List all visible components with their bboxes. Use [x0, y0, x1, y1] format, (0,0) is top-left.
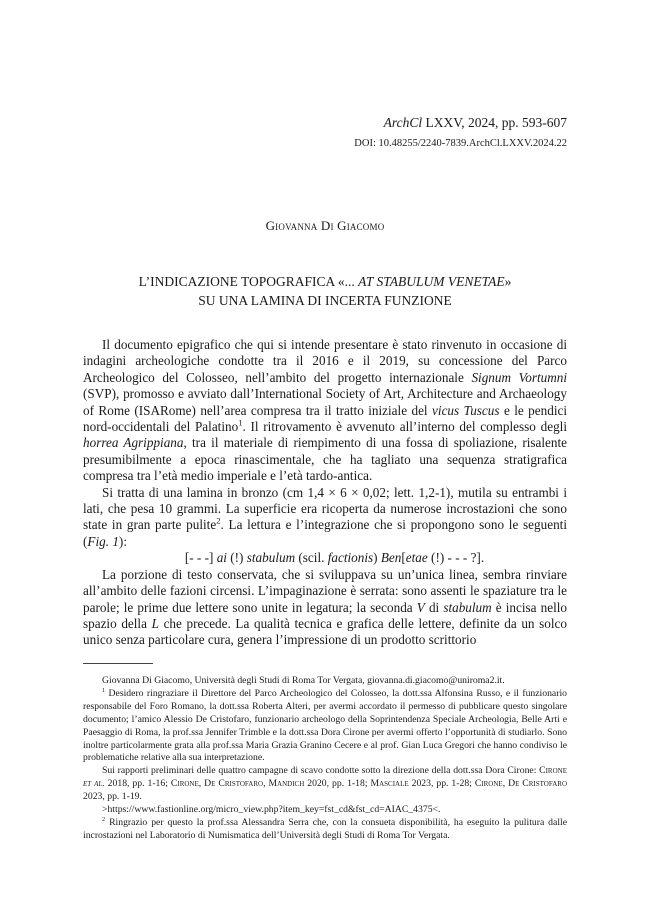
- footnote-1-references: Sui rapporti preliminari delle quattro campagne di scavo condotte sotto la direzione della dott.ssa Dora Cirone: Cirone et al. 2018, pp. 1-16; Cirone, De Cristofaro, Mandich 2020, pp. 1-18; Masciale 2023, pp. 1-28; Cirone, De Cristofaro 2023, pp. 1-19.: [83, 765, 568, 803]
- paragraph-1: Il documento epigrafico che qui si intende presentare è stato rinvenuto in occasione di indagini archeologiche condotte tra il 2016 e il 2019, su concessione del Parco Archeologico del Colosseo, nell’ambito del progetto internazionale Signum Vortumni (SVP), promosso e avviato dall’International Society of Art, Architecture and Archaeology of Rome (ISARome) nell’area compresa tra il tratto iniziale del vicus Tuscus e le pendici nord-occidentali del Palatino$^1$. Il ritrovamento è avvenuto all’interno del complesso degli horrea Agrippiana, tra il materiale di riempimento di una fossa di spoliazione, risalente presumibilmente a epoca rinascimentale, che ha tagliato una sequenza stratigrafica compresa tra l’età medio imperiale e l’età tardo-antica.: [83, 337, 568, 484]
- paragraph-3: La porzione di testo conservata, che si sviluppava su un’unica linea, sembra rinviare all’ambito delle fazioni circensi. L’impaginazione è serrata: sono assenti le spaziature tra le parole; le prime due lettere sono unite in legatura; la seconda V di stabulum è incisa nello spazio della L che precede. La qualità tecnica e grafica delle lettere, definite da un solco unico senza particolare cura, genera l’impressione di un prodotto scrittorio: [83, 566, 567, 648]
- journal-citation: [384, 115, 567, 131]
- doi: DOI: 10.48255/2240-7839.ArchCl.LXXV.2024.22: [354, 138, 567, 149]
- journal-name: ArchCl: [383, 115, 423, 130]
- footnote-1-url[interactable]: >https://www.fastionline.org/micro_view.php?item_key=fst_cd&fst_cd=AIAC_4375<.: [102, 804, 441, 816]
- title-line-1: L’INDICAZIONE TOPOGRAFICA «... AT STABULUM VENETAE»: [138, 274, 512, 289]
- title-line-2: SU UNA LAMINA DI INCERTA FUNZIONE: [198, 293, 452, 308]
- author-name: Giovanna Di Giacomo: [265, 218, 385, 233]
- article-title: [83, 272, 567, 310]
- footnotes: [83, 675, 567, 843]
- author-affiliation: Giovanna Di Giacomo, Università degli Studi di Roma Tor Vergata, giovanna.di.giacomo@uniroma2.it.: [102, 675, 505, 686]
- figure-reference[interactable]: Fig. 1: [87, 533, 119, 549]
- footnote-ref-1[interactable]: 1: [238, 417, 243, 428]
- paragraph-2: Si tratta di una lamina in bronzo (cm 1,4 × 6 × 0,02; lett. 1,2-1), mutila su entrambi i lati, che pesa 10 grammi. La superficie era ricoperta da numerose incrostazioni che sono state in gran parte pulite$^2$. La lettura e l’integrazione che si propongono sono le seguenti (Fig. 1):: [83, 484, 567, 549]
- footnote-ref-2[interactable]: 2: [216, 516, 221, 527]
- inscription-transcription: [- - -] ai (!) stabulum (scil. factionis) Ben[etae (!) - - - ?].: [184, 550, 485, 566]
- footnote-divider: [83, 663, 153, 664]
- footnote-1: $^1$ Desidero ringraziare il Direttore del Parco Archeologico del Colosseo, la dott.ssa Alfonsina Russo, e il funzionario responsabile del Foro Romano, la dott.ssa Roberta Alteri, per avermi accordato il permesso di pubblicare questo singolare documento; l’amico Alessio De Cristofaro, funzionario archeologo della Soprintendenza Speciale Archeologia, Belle Arti e Paesaggio di Roma, la prof.ssa Jennifer Trimble e la dott.ssa Dora Cirone per avermi offerto l’opportunità di studiarlo. Sono inoltre particolarmente grata alla prof.ssa Maria Grazia Granino Cecere e al prof. Gian Luca Gregori che hanno condiviso le problematiche relative alla sua interpretazione.: [83, 686, 567, 764]
- article-body: [83, 337, 567, 649]
- journal-volume-pages: LXXV, 2024, pp. 593-607: [422, 115, 567, 130]
- footnote-2: $^2$ Ringrazio per questo la prof.ssa Alessandra Serra che, con la consueta disponibilità, ha eseguito la pulitura dalle incrostazioni nel Laboratorio di Numismatica dell’Università degli Studi di Roma Tor Vergata.: [83, 815, 567, 841]
